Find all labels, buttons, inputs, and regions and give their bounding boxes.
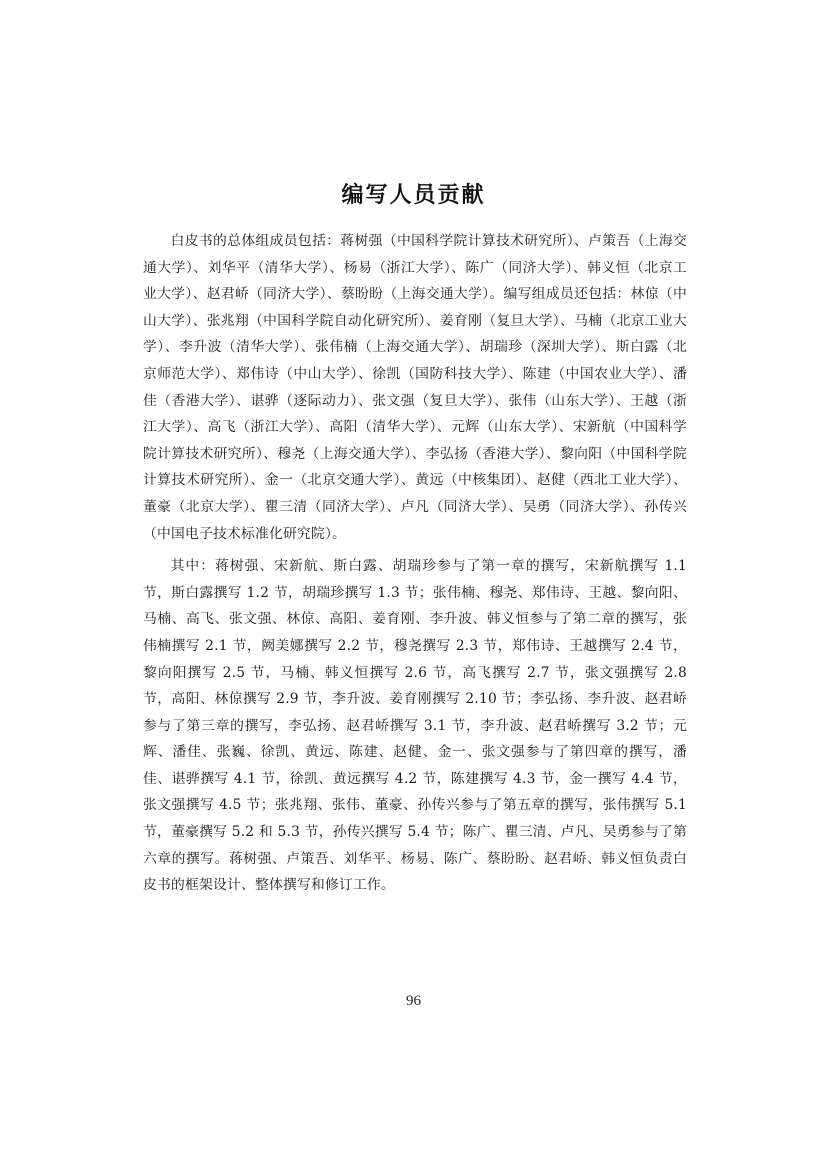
page-number: 96 xyxy=(406,993,421,1009)
paragraph-members: 白皮书的总体组成员包括：蒋树强（中国科学院计算技术研究所）、卢策吾（上海交通大学）、刘华平（清华大学）、杨易（浙江大学）、陈广（同济大学）、韩义恒（北京工业大学）、赵君峤（同济大学）、蔡盼盼（上海交通大学）。编写组成员还包括：林倞（中山大学）、张兆翔（中国科学院自动化研究所）、姜育刚（复旦大学）、马楠（北京工业大学）、李升波（清华大学）、张伟楠（上海交通大学）、胡瑞珍（深圳大学）、斯白露（北京师范大学）、郑伟诗（中山大学）、徐凯（国防科技大学）、陈建（中国农业大学）、潘佳（香港大学）、谌骅（逐际动力）、张文强（复旦大学）、张伟（山东大学）、王越（浙江大学）、高飞（浙江大学）、高阳（清华大学）、元辉（山东大学）、宋新航（中国科学院计算技术研究所）、穆尧（上海交通大学）、李弘扬（香港大学）、黎向阳（中国科学院计算技术研究所）、金一（北京交通大学）、黄远（中核集团）、赵健（西北工业大学）、董豪（北京大学）、瞿三清（同济大学）、卢凡（同济大学）、吴勇（同济大学）、孙传兴（中国电子技术标准化研究院）。 xyxy=(143,233,687,542)
page-title: 编写人员贡献 xyxy=(341,183,486,208)
paragraph-contributions: 其中：蒋树强、宋新航、斯白露、胡瑞珍参与了第一章的撰写，宋新航撰写 1.1 节，斯白露撰写 1.2 节，胡瑞珍撰写 1.3 节；张伟楠、穆尧、郑伟诗、王越、黎向阳、马楠、高飞、张文强、林倞、高阳、姜育刚、李升波、韩义恒参与了第二章的撰写，张伟楠撰写 2.1 节，阙美娜撰写 2.2 节，穆尧撰写 2.3 节，郑伟诗、王越撰写 2.4 节，黎向阳撰写 2.5 节，马楠、韩义恒撰写 2.6 节，高飞撰写 2.7 节，张文强撰写 2.8 节，高阳、林倞撰写 2.9 节，李升波、姜育刚撰写 2.10 节；李弘扬、李升波、赵君峤参与了第三章的撰写，李弘扬、赵君峤撰写 3.1 节，李升波、赵君峤撰写 3.2 节；元辉、潘佳、张巍、徐凯、黄远、陈建、赵健、金一、张文强参与了第四章的撰写，潘佳、谌骅撰写 4.1 节，徐凯、黄远撰写 4.2 节，陈建撰写 4.3 节，金一撰写 4.4 节，张文强撰写 4.5 节；张兆翔、张伟、董豪、孙传兴参与了第五章的撰写，张伟撰写 5.1 节，董豪撰写 5.2 和 5.3 节，孙传兴撰写 5.4 节；陈广、瞿三清、卢凡、吴勇参与了第六章的撰写。蒋树强、卢策吾、刘华平、杨易、陈广、蔡盼盼、赵君峤、韩义恒负责白皮书的框架设计、整体撰写和修订工作。 xyxy=(143,558,687,894)
body-text xyxy=(143,228,687,905)
